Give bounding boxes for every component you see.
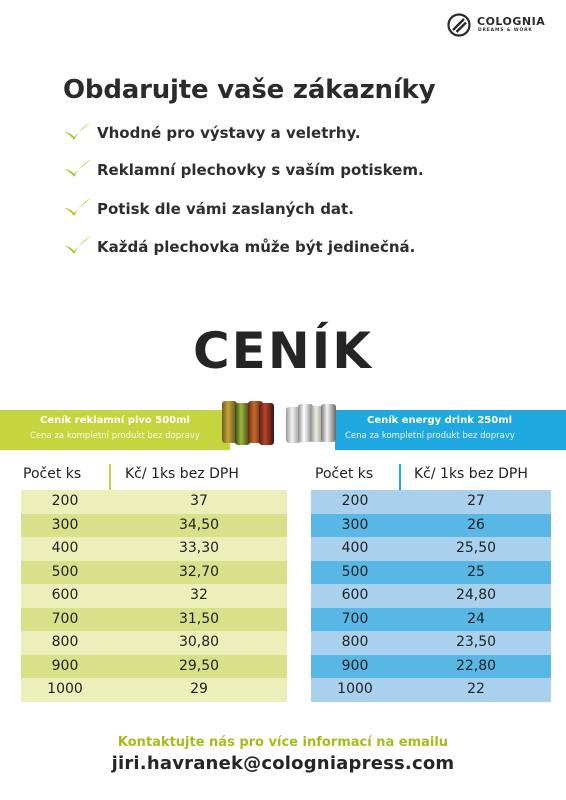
beer-banner-title: Ceník reklamní pivo 500ml — [40, 415, 190, 426]
column-header-price: Kč/ 1ks bez DPH — [125, 466, 239, 482]
table-row — [311, 608, 551, 632]
benefit-text: Každá plechovka může být jedinečná. — [97, 238, 416, 256]
row-price: 34,50 — [178, 516, 220, 533]
row-quantity: 800 — [341, 634, 369, 650]
row-quantity: 900 — [341, 657, 369, 674]
energy-price-table — [311, 460, 551, 702]
benefit-text: Reklamní plechovky s vaším potiskem. — [97, 161, 424, 179]
beer-price-table — [21, 460, 287, 702]
table-row — [21, 490, 287, 514]
row-quantity: 400 — [341, 540, 369, 556]
row-quantity: 300 — [51, 516, 79, 533]
row-price: 25,50 — [455, 540, 497, 556]
row-quantity: 1000 — [337, 681, 373, 697]
row-quantity: 1000 — [47, 681, 83, 697]
column-header-price: Kč/ 1ks bez DPH — [414, 466, 528, 482]
table-header — [311, 460, 551, 490]
price-list-title: CENÍK — [192, 322, 374, 380]
table-row — [21, 537, 287, 561]
row-quantity: 800 — [51, 634, 79, 650]
checkmark-icon — [62, 120, 92, 144]
brand-logo — [447, 13, 557, 39]
row-price: 31,50 — [178, 610, 220, 627]
row-price: 29 — [190, 681, 208, 697]
checkmark-icon — [62, 196, 92, 220]
table-row — [311, 631, 551, 655]
contact-email[interactable]: jiri.havranek@cologniapress.com — [111, 753, 455, 774]
table-row — [21, 678, 287, 702]
table-row — [311, 584, 551, 608]
energy-banner-title: Ceník energy drink 250ml — [367, 415, 513, 426]
checkmark-icon — [62, 234, 92, 258]
checkmark-icon — [62, 157, 92, 181]
cologna-circle-logo-icon — [447, 13, 471, 37]
row-quantity: 600 — [51, 587, 79, 603]
row-price: 26 — [467, 516, 485, 533]
row-price: 33,30 — [178, 540, 220, 556]
page-headline: Obdarujte vaše zákazníky — [63, 75, 436, 105]
table-row — [311, 561, 551, 585]
benefit-item — [62, 157, 482, 187]
energy-banner-subtitle: Cena za kompletní produkt bez dopravy — [345, 431, 515, 441]
row-price: 23,50 — [455, 634, 497, 650]
beer-price-banner — [0, 410, 230, 450]
column-header-quantity: Počet ks — [23, 466, 82, 482]
column-header-quantity: Počet ks — [315, 466, 374, 482]
table-row — [21, 514, 287, 538]
row-price: 32 — [190, 587, 208, 603]
benefit-text: Vhodné pro výstavy a veletrhy. — [97, 124, 361, 142]
table-row — [311, 514, 551, 538]
row-price: 30,80 — [178, 634, 220, 650]
row-quantity: 700 — [341, 610, 369, 627]
row-quantity: 400 — [51, 540, 79, 556]
table-row — [21, 655, 287, 679]
row-quantity: 200 — [341, 493, 369, 509]
row-price: 29,50 — [178, 657, 220, 674]
row-price: 22,80 — [455, 657, 497, 674]
row-quantity: 500 — [341, 563, 369, 580]
table-header — [21, 460, 287, 490]
table-row — [311, 537, 551, 561]
brand-name: COLOGNIA — [477, 15, 546, 28]
row-price: 37 — [190, 493, 208, 509]
table-row — [311, 655, 551, 679]
row-price: 32,70 — [178, 563, 220, 580]
energy-price-banner — [335, 410, 566, 450]
table-row — [21, 608, 287, 632]
table-row — [311, 678, 551, 702]
row-price: 25 — [467, 563, 485, 580]
row-quantity: 500 — [51, 563, 79, 580]
row-quantity: 300 — [341, 516, 369, 533]
table-row — [21, 561, 287, 585]
row-price: 24,80 — [455, 587, 497, 603]
table-row — [311, 490, 551, 514]
row-quantity: 700 — [51, 610, 79, 627]
row-price: 22 — [467, 681, 485, 697]
beer-cans-image — [222, 401, 274, 445]
row-quantity: 600 — [341, 587, 369, 603]
benefit-item — [62, 234, 482, 264]
brand-tagline: DREAMS & WORK — [478, 28, 533, 33]
energy-cans-image — [286, 401, 336, 445]
beer-banner-subtitle: Cena za kompletní produkt bez dopravy — [30, 431, 200, 441]
row-price: 24 — [467, 610, 485, 627]
row-quantity: 900 — [51, 657, 79, 674]
row-price: 27 — [467, 493, 485, 509]
benefit-item — [62, 196, 482, 226]
table-row — [21, 584, 287, 608]
table-row — [21, 631, 287, 655]
energy-can-icon — [321, 404, 336, 442]
benefit-text: Potisk dle vámi zaslaných dat. — [97, 200, 354, 218]
contact-text: Kontaktujte nás pro více informací na emailu — [117, 735, 449, 750]
row-quantity: 200 — [51, 493, 79, 509]
beer-can-icon — [259, 403, 274, 445]
benefit-item — [62, 120, 482, 150]
